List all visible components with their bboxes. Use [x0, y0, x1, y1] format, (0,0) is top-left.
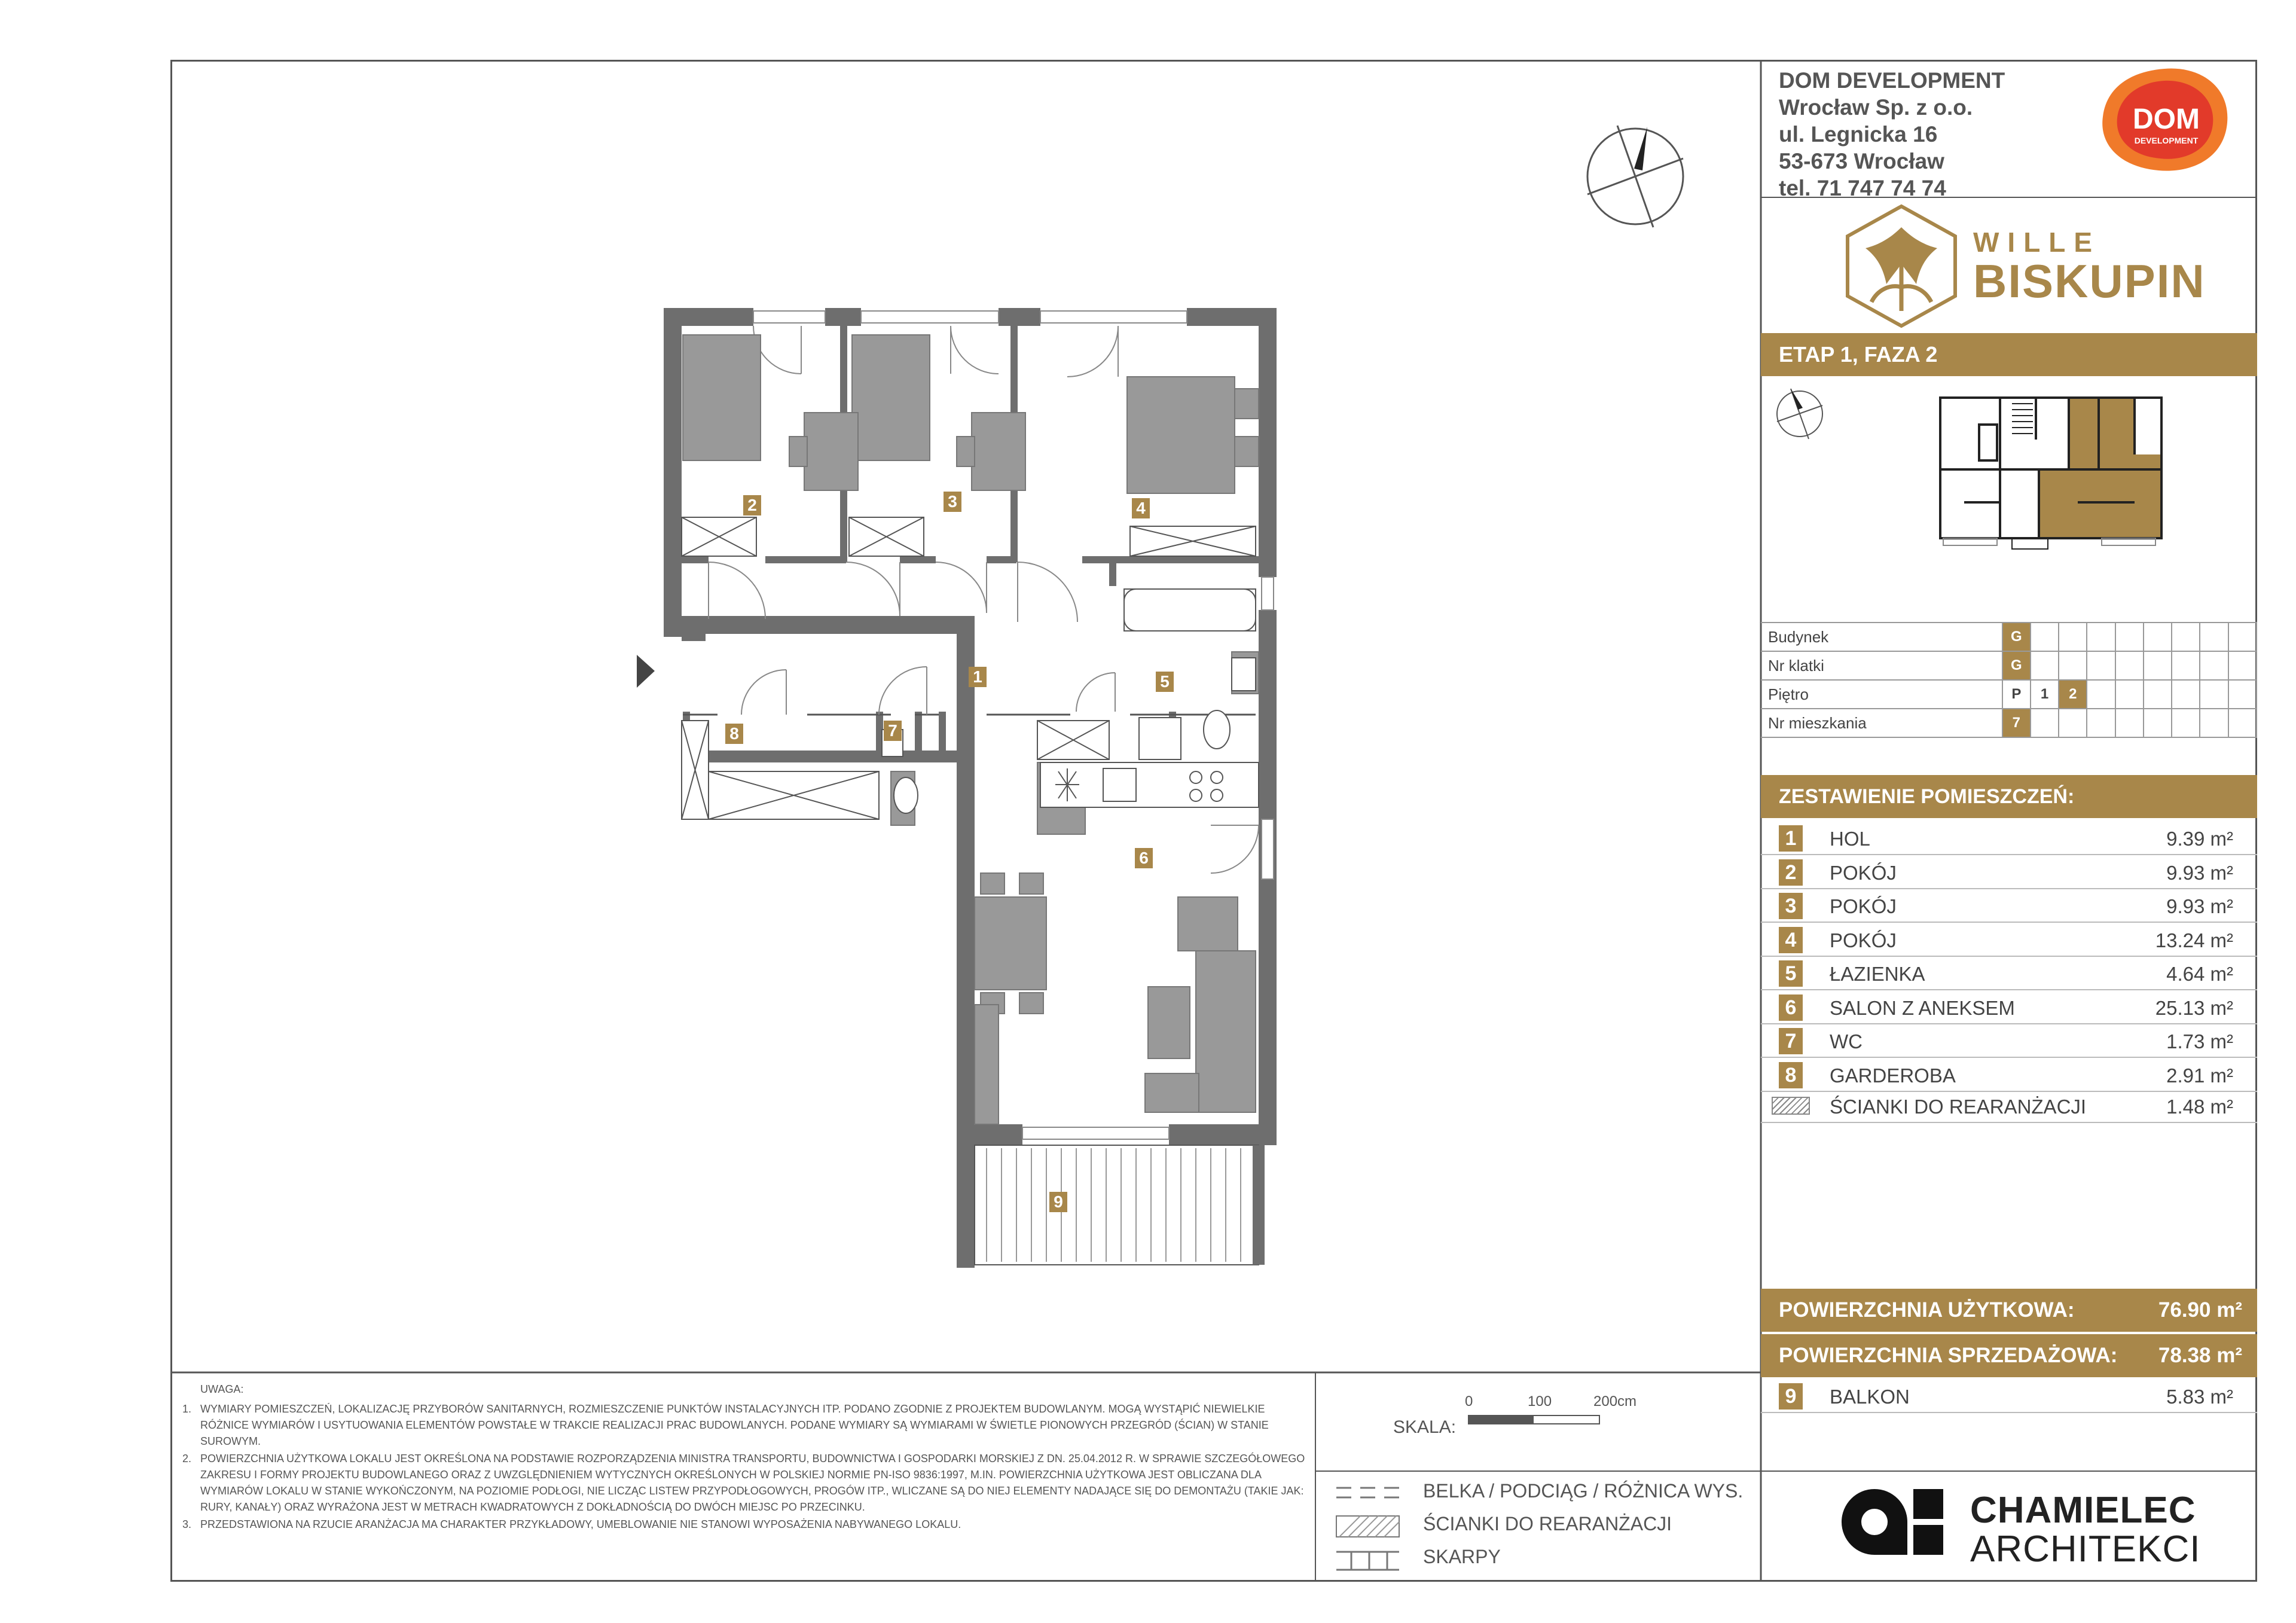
legend-text: ŚCIANKI DO REARANŻACJI — [1423, 1513, 1672, 1534]
plan-room-label: 9 — [1049, 1192, 1067, 1212]
room-area: 25.13 m² — [2155, 996, 2233, 1019]
info-label: Budynek — [1761, 623, 2002, 651]
company-line: tel. 71 747 74 74 — [1779, 176, 1946, 200]
room-row — [1761, 922, 2257, 957]
info-cell — [2200, 651, 2228, 680]
info-cell — [2031, 623, 2059, 651]
oak-leaf-logo — [1842, 203, 1961, 329]
plan-room-label: 1 — [969, 667, 987, 687]
info-row — [1761, 651, 2257, 680]
plan-room-label: 4 — [1132, 498, 1150, 518]
room-area: 2.91 m² — [2166, 1064, 2233, 1087]
room-number: 5 — [1779, 960, 1803, 987]
room-number: 4 — [1779, 927, 1803, 953]
usable-area-label: POWIERZCHNIA UŻYTKOWA: — [1779, 1298, 2075, 1322]
room-number: 1 — [1779, 825, 1803, 852]
legend-icons — [1333, 1477, 1417, 1579]
info-cell: 2 — [2059, 680, 2087, 709]
room-row — [1761, 956, 2257, 990]
usable-area-value: 76.90 m² — [2158, 1298, 2242, 1322]
scale-tick: 200cm — [1593, 1393, 1637, 1410]
room-area: 1.48 m² — [2166, 1096, 2233, 1118]
room-area: 9.39 m² — [2166, 828, 2233, 850]
architect-name: CHAMIELEC — [1970, 1490, 2196, 1531]
dashed-line-icon — [1336, 1488, 1399, 1497]
info-cell — [2087, 623, 2115, 651]
legend-text: BELKA / PODCIĄG / RÓŻNICA WYS. — [1423, 1480, 1744, 1502]
info-cell — [2172, 709, 2200, 737]
info-label: Piętro — [1761, 680, 2002, 709]
dom-development-logo — [2096, 63, 2233, 176]
info-cell — [2228, 680, 2257, 709]
room-row — [1761, 1057, 2257, 1092]
info-table — [1761, 622, 2257, 738]
notes — [182, 1381, 1306, 1534]
note-item: 2. POWIERZCHNIA UŻYTKOWA LOKALU JEST OKREŚLONA NA PODSTAWIE ROZPORZĄDZENIA MINISTRA TRANSPORTU, BUDOWNICTWA I GOSPODARKI MORSKIEJ Z DN. 25.04.2012 R. W SPRAWIE SZCZEGÓŁOWEGO ZAKRESU I FORMY PROJEKTU BUDOWLANEGO ORAZ Z UWZGLĘDNIENIEM WYTYCZNYCH OKREŚLONYCH W POLSKIEJ NORMIE PN-ISO 9836:1997, M.IN. POWIERZCHNIA UŻYTKOWA JEST OBLICZANA DLA WYMIARÓW LOKALU W STANIE WYKOŃCZONYM, NA POZIOMIE PODŁOGI, NIE LICZĄC LISTEW PRZYPODŁOGOWYCH, PROGÓW ITP., WLICZANE SĄ DO NIEJ ELEMENTY NADAJĄCE SIĘ DO DEMONTAŻU (TAKIE JAK: RURY, KANAŁY) ORAZ WYRAŻONA JEST W METRACH KWADRATOWYCH Z DOKŁADNOŚCIĄ DO DWÓCH MIEJSC PO PRZECINKU. — [182, 1453, 1305, 1513]
info-cell — [2115, 623, 2144, 651]
room-area: 9.93 m² — [2166, 861, 2233, 884]
room-number: 3 — [1779, 893, 1803, 919]
info-cell — [2144, 623, 2172, 651]
room-name: BALKON — [1830, 1386, 1910, 1408]
room-number: 8 — [1779, 1062, 1803, 1088]
project-name: BISKUPIN — [1973, 255, 2206, 307]
info-cell: 7 — [2002, 709, 2031, 737]
hatch-icon — [1772, 1097, 1810, 1115]
room-area: 1.73 m² — [2166, 1030, 2233, 1052]
project-subtitle: WILLE — [1973, 227, 2101, 258]
info-label: Nr mieszkania — [1761, 709, 2002, 737]
info-cell — [2172, 680, 2200, 709]
room-area: 4.64 m² — [2166, 963, 2233, 985]
room-name: HOL — [1830, 828, 1870, 850]
room-name: POKÓJ — [1830, 861, 1897, 884]
info-cell: P — [2002, 680, 2031, 709]
compass-icon — [1576, 120, 1695, 233]
room-name: ŚCIANKI DO REARANŻACJI — [1830, 1096, 2087, 1118]
floor-plan — [628, 299, 1315, 1286]
room-number: 7 — [1779, 1028, 1803, 1054]
architect-name-2: ARCHITEKCI — [1970, 1529, 2201, 1570]
sales-area-label: POWIERZCHNIA SPRZEDAŻOWA: — [1779, 1344, 2118, 1367]
scale-tick: 0 — [1465, 1393, 1473, 1410]
info-row — [1761, 623, 2257, 651]
info-cell — [2228, 651, 2257, 680]
info-cell — [2087, 709, 2115, 737]
room-number: 2 — [1779, 859, 1803, 886]
room-name: POKÓJ — [1830, 929, 1897, 951]
info-cell — [2031, 709, 2059, 737]
info-cell: G — [2002, 651, 2031, 680]
info-cell: 1 — [2031, 680, 2059, 709]
room-area: 13.24 m² — [2155, 929, 2233, 951]
room-row — [1761, 990, 2257, 1024]
plan-room-label: 6 — [1135, 848, 1153, 868]
info-cell — [2144, 680, 2172, 709]
sales-area-row — [1761, 1334, 2257, 1377]
info-cell — [2115, 680, 2144, 709]
room-name: POKÓJ — [1830, 895, 1897, 917]
info-cell — [2087, 651, 2115, 680]
svg-text:DOM: DOM — [2133, 103, 2200, 135]
info-row — [1761, 680, 2257, 709]
info-row — [1761, 709, 2257, 737]
hatch-icon — [1336, 1516, 1399, 1537]
company-line: Wrocław Sp. z o.o. — [1779, 95, 1973, 120]
etap-bar: ETAP 1, FAZA 2 — [1761, 333, 2257, 376]
info-cell — [2228, 709, 2257, 737]
plan-room-label: 3 — [944, 492, 961, 512]
info-label: Nr klatki — [1761, 651, 2002, 680]
room-area: 9.93 m² — [2166, 895, 2233, 917]
room-number: 9 — [1779, 1383, 1803, 1410]
info-cell — [2172, 651, 2200, 680]
room-area: 5.83 m² — [2166, 1386, 2233, 1408]
info-cell — [2059, 651, 2087, 680]
scale-tick: 100 — [1528, 1393, 1552, 1410]
room-name: WC — [1830, 1030, 1863, 1052]
info-cell — [2059, 709, 2087, 737]
notes-title: UWAGA: — [200, 1383, 244, 1395]
info-cell — [2087, 680, 2115, 709]
room-name: SALON Z ANEKSEM — [1830, 996, 2015, 1019]
plan-room-label: 2 — [743, 495, 761, 515]
info-cell — [2031, 651, 2059, 680]
info-cell — [2228, 623, 2257, 651]
company-line: ul. Legnicka 16 — [1779, 122, 1938, 147]
balcony-row — [1761, 1378, 2257, 1413]
scale-label: SKALA: — [1393, 1417, 1457, 1437]
room-row — [1761, 888, 2257, 923]
key-plan — [1761, 383, 2257, 622]
info-cell: G — [2002, 623, 2031, 651]
scale-bar — [1468, 1414, 1611, 1426]
room-row — [1761, 855, 2257, 889]
skarpy-icon — [1336, 1552, 1399, 1570]
chamielec-logo — [1839, 1486, 1958, 1558]
info-cell — [2200, 709, 2228, 737]
key-compass-icon — [1777, 389, 1822, 439]
legend-text: SKARPY — [1423, 1546, 1501, 1567]
rooms-title: ZESTAWIENIE POMIESZCZEŃ: — [1761, 775, 2257, 818]
info-cell — [2115, 651, 2144, 680]
rearrangement-row — [1761, 1088, 2257, 1123]
plan-room-label: 5 — [1156, 672, 1174, 692]
room-name: ŁAZIENKA — [1830, 963, 1925, 985]
note-item: 1. WYMIARY POMIESZCZEŃ, LOKALIZACJĘ PRZYBORÓW SANITARNYCH, ROZMIESZCZENIE PUNKTÓW INSTALACYJNYCH ITP. PODANO ZGODNIE Z PROJEKTEM BUDOWLANYM. MOGĄ WYSTĄPIĆ NIEWIELKIE RÓŻNICE WYMIARÓW I USYTUOWANIA ELEMENTÓW POWSTAŁE W TRAKCIE REALIZACJI PRAC BUDOWLANYCH. PODANE WYMIARY SĄ WYMIARAMI W ŚWIETLE PIONOWYCH PRZEGRÓD (ŚCIAN) W STANIE SUROWYM. — [182, 1403, 1269, 1447]
usable-area-row — [1761, 1289, 2257, 1332]
company-address — [1779, 67, 2005, 202]
info-cell — [2172, 623, 2200, 651]
info-cell — [2144, 709, 2172, 737]
plan-room-label: 7 — [884, 721, 902, 741]
room-number: 6 — [1779, 994, 1803, 1021]
room-row — [1761, 820, 2257, 855]
info-cell — [2115, 709, 2144, 737]
info-cell — [2059, 623, 2087, 651]
info-cell — [2200, 680, 2228, 709]
svg-text:DEVELOPMENT: DEVELOPMENT — [2134, 136, 2199, 145]
room-row — [1761, 1023, 2257, 1058]
info-cell — [2200, 623, 2228, 651]
company-line: DOM DEVELOPMENT — [1779, 68, 2005, 93]
plan-room-label: 8 — [725, 724, 743, 744]
info-cell — [2144, 651, 2172, 680]
room-name: GARDEROBA — [1830, 1064, 1956, 1087]
sales-area-value: 78.38 m² — [2158, 1344, 2242, 1367]
company-line: 53-673 Wrocław — [1779, 149, 1944, 173]
note-item: 3. PRZEDSTAWIONA NA RZUCIE ARANŻACJA MA CHARAKTER PRZYKŁADOWY, UMEBLOWANIE NIE STANOWI WYPOSAŻENIA NABYWANEGO LOKALU. — [182, 1518, 961, 1530]
